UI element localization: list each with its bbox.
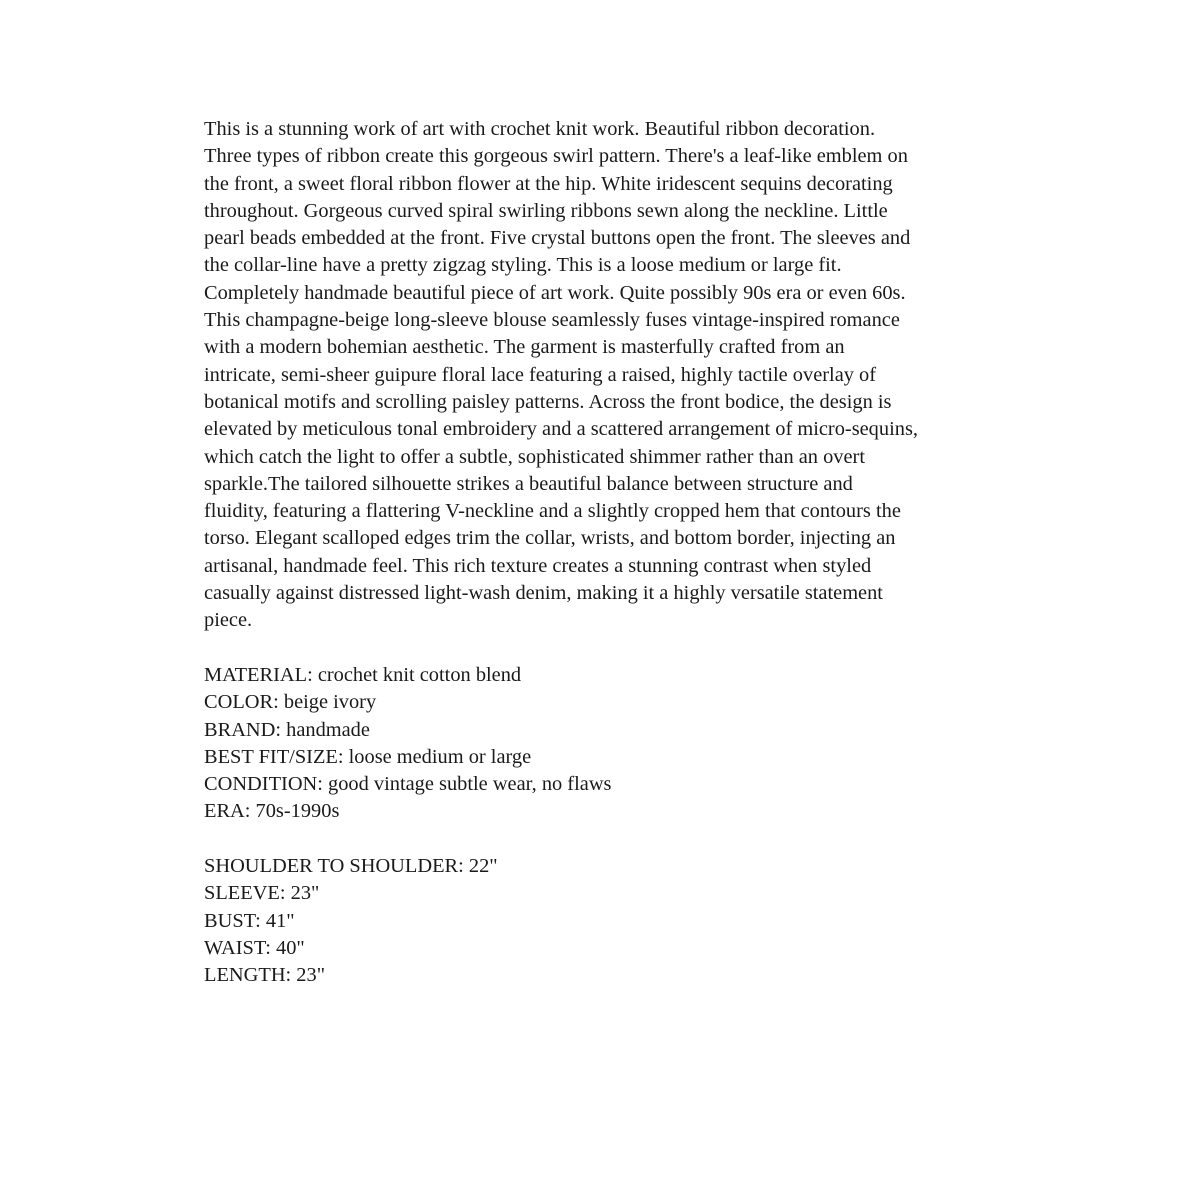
measurement-waist: WAIST: 40" [204,936,305,959]
detail-condition: CONDITION: good vintage subtle wear, no flaws [204,773,612,796]
product-description-document [204,116,1024,990]
detail-era: ERA: 70s-1990s [204,800,340,823]
measurement-bust: BUST: 41" [204,909,295,932]
measurement-shoulder: SHOULDER TO SHOULDER: 22" [204,855,498,878]
detail-fit-size: BEST FIT/SIZE: loose medium or large [204,745,532,768]
measurement-length: LENGTH: 23" [204,964,326,987]
detail-color: COLOR: beige ivory [204,691,377,714]
detail-material: MATERIAL: crochet knit cotton blend [204,663,522,686]
measurements-list [204,853,1024,989]
detail-brand: BRAND: handmade [204,718,370,741]
description-paragraph: This is a stunning work of art with crochet knit work. Beautiful ribbon decoration. Three types of ribbon create this gorgeous swirl pattern. There's a leaf-like emblem on the front, a sweet floral ribbon flower at the hip. White iridescent sequins decorating throughout. Gorgeous curved spiral swirling ribbons sewn along the neckline. Little pearl beads embedded at the front. Five crystal buttons open the front. The sleeves and the collar-line have a pretty zigzag styling. This is a loose medium or large fit. Completely handmade beautiful piece of art work. Quite possibly 90s era or even 60s. This champagne-beige long-sleeve blouse seamlessly fuses vintage-inspired romance with a modern bohemian aesthetic. The garment is masterfully crafted from an intricate, semi-sheer guipure floral lace featuring a raised, highly tactile overlay of botanical motifs and scrolling paisley patterns. Across the front bodice, the design is elevated by meticulous tonal embroidery and a scattered arrangement of micro-sequins, which catch the light to offer a subtle, sophisticated shimmer rather than an overt sparkle.The tailored silhouette strikes a beautiful balance between structure and fluidity, featuring a flattering V-neckline and a slightly cropped hem that contours the torso. Elegant scalloped edges trim the collar, wrists, and bottom border, injecting an artisanal, handmade feel. This rich texture creates a stunning contrast when styled casually against distressed light-wash denim, making it a highly versatile statement piece. [204,118,918,632]
measurement-sleeve: SLEEVE: 23" [204,882,320,905]
details-list [204,662,1024,826]
